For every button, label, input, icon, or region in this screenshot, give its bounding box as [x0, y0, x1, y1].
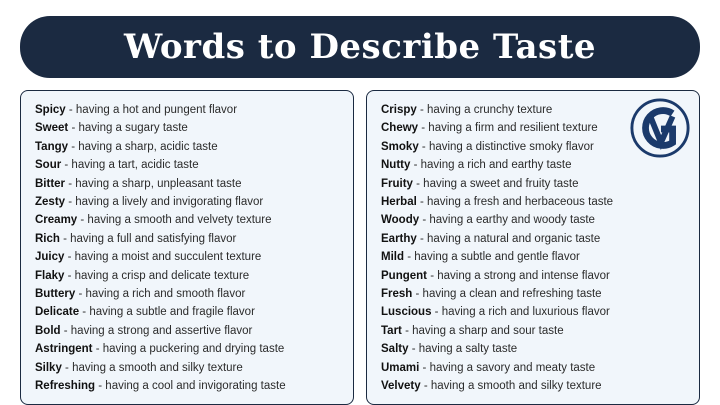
word-definition: - having a puckering and drying taste	[92, 343, 285, 356]
word-definition: - having a sugary taste	[68, 122, 188, 135]
word-definition: - having a crisp and delicate texture	[64, 269, 250, 282]
title-banner	[20, 16, 700, 78]
gv-logo-icon	[629, 97, 691, 159]
word-definition: - having a salty taste	[408, 343, 518, 356]
list-item	[35, 248, 341, 266]
list-item	[381, 267, 687, 285]
list-item	[35, 322, 341, 340]
list-item	[381, 340, 687, 358]
word-term: Silky	[35, 361, 62, 374]
left-column-panel	[20, 90, 354, 405]
word-definition: - having a subtle and gentle flavor	[404, 251, 580, 264]
list-item	[35, 119, 341, 137]
word-definition: - having a rich and luxurious flavor	[431, 306, 610, 319]
word-term: Buttery	[35, 288, 76, 301]
word-definition: - having a earthy and woody taste	[419, 214, 595, 227]
word-term: Tangy	[35, 140, 69, 153]
word-term: Mild	[381, 251, 404, 264]
word-definition: - having a strong and assertive flavor	[60, 324, 253, 337]
word-term: Herbal	[381, 196, 417, 209]
word-term: Salty	[381, 343, 409, 356]
word-term: Refreshing	[35, 380, 96, 393]
list-item	[381, 359, 687, 377]
word-term: Rich	[35, 232, 60, 245]
word-definition: - having a lively and invigorating flavor	[65, 196, 264, 209]
list-item	[35, 175, 341, 193]
word-definition: - having a smooth and velvety texture	[77, 214, 272, 227]
word-term: Crispy	[381, 104, 417, 116]
list-item	[381, 230, 687, 248]
word-term: Sweet	[35, 122, 69, 135]
right-column-panel	[366, 90, 700, 405]
word-definition: - having a distinctive smoky flavor	[418, 140, 594, 153]
list-item	[35, 230, 341, 248]
word-term: Luscious	[381, 306, 432, 319]
word-term: Pungent	[381, 269, 427, 282]
list-item	[35, 101, 341, 119]
word-definition: - having a moist and succulent texture	[64, 251, 262, 264]
page-title: Words to Describe Taste	[123, 27, 597, 67]
word-definition: - having a rich and smooth flavor	[75, 288, 246, 301]
word-term: Juicy	[35, 251, 65, 264]
word-term: Smoky	[381, 140, 419, 153]
word-definition: - having a clean and refreshing taste	[412, 288, 602, 301]
word-term: Umami	[381, 361, 420, 374]
word-term: Bitter	[35, 177, 66, 190]
word-term: Velvety	[381, 380, 421, 393]
list-item	[35, 138, 341, 156]
word-definition: - having a subtle and fragile flavor	[79, 306, 255, 319]
word-definition: - having a firm and resilient texture	[418, 122, 598, 135]
list-item	[35, 303, 341, 321]
word-term: Bold	[35, 324, 61, 337]
word-term: Fruity	[381, 177, 413, 190]
word-definition: - having a smooth and silky texture	[61, 361, 243, 374]
word-definition: - having a tart, acidic taste	[61, 159, 199, 172]
word-term: Chewy	[381, 122, 419, 135]
word-definition: - having a crunchy texture	[416, 104, 553, 116]
word-term: Earthy	[381, 232, 417, 245]
word-definition: - having a sharp, acidic taste	[68, 140, 218, 153]
word-definition: - having a full and satisfying flavor	[59, 232, 237, 245]
word-term: Tart	[381, 324, 402, 337]
list-item	[35, 285, 341, 303]
word-term: Fresh	[381, 288, 413, 301]
word-definition: - having a rich and earthy taste	[410, 159, 572, 172]
list-item	[381, 322, 687, 340]
list-item	[35, 340, 341, 358]
word-definition: - having a savory and meaty taste	[419, 361, 596, 374]
list-item	[35, 193, 341, 211]
list-item	[381, 303, 687, 321]
word-term: Zesty	[35, 196, 66, 209]
word-term: Spicy	[35, 104, 66, 116]
list-item	[35, 267, 341, 285]
word-definition: - having a smooth and silky texture	[420, 380, 602, 393]
list-item	[35, 377, 341, 395]
word-definition: - having a sweet and fruity taste	[412, 177, 579, 190]
word-term: Sour	[35, 159, 62, 172]
word-term: Flaky	[35, 269, 65, 282]
list-item	[35, 156, 341, 174]
word-definition: - having a hot and pungent flavor	[65, 104, 238, 116]
word-term: Astringent	[35, 343, 93, 356]
word-definition: - having a sharp and sour taste	[401, 324, 564, 337]
word-term: Woody	[381, 214, 420, 227]
list-item	[381, 285, 687, 303]
list-item	[381, 248, 687, 266]
list-item	[381, 175, 687, 193]
word-definition: - having a cool and invigorating taste	[95, 380, 286, 393]
word-definition: - having a sharp, unpleasant taste	[65, 177, 242, 190]
list-item	[381, 211, 687, 229]
left-word-list	[35, 101, 341, 396]
list-item	[35, 359, 341, 377]
word-term: Delicate	[35, 306, 80, 319]
list-item	[35, 211, 341, 229]
word-definition: - having a fresh and herbaceous taste	[416, 196, 614, 209]
word-term: Creamy	[35, 214, 78, 227]
word-columns	[12, 90, 708, 405]
list-item	[381, 377, 687, 395]
word-term: Nutty	[381, 159, 411, 172]
list-item	[381, 193, 687, 211]
word-definition: - having a natural and organic taste	[416, 232, 601, 245]
word-definition: - having a strong and intense flavor	[427, 269, 610, 282]
